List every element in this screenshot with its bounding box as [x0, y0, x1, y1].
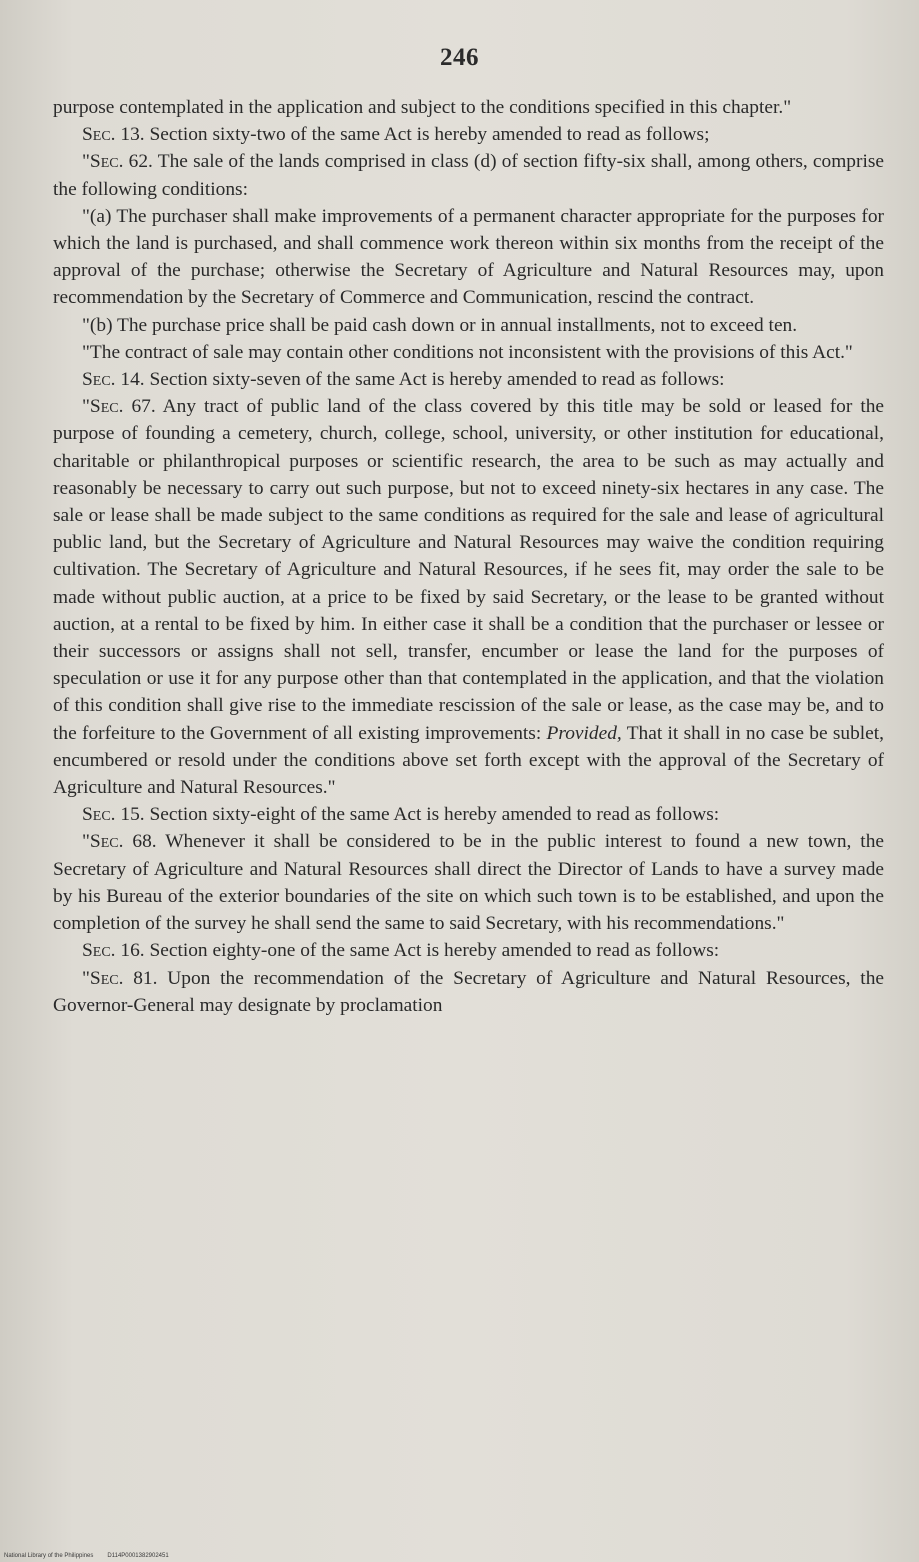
- section-label: Sec. 68.: [89, 831, 157, 853]
- library-credit: National Library of the Philippines: [4, 1553, 94, 1559]
- section-68-paragraph: [53, 828, 884, 937]
- page-number: 246: [440, 44, 479, 71]
- open-quote: ": [82, 396, 90, 418]
- paragraph-text-continued: That it shall in no case be sublet, encumbered or resold under the conditions above set forth except with the approval of the Secretary of Agriculture and Natural Resources.": [53, 722, 885, 799]
- open-quote: ": [82, 151, 90, 173]
- section-81-paragraph: [53, 965, 884, 1019]
- condition-b-paragraph: [53, 312, 884, 339]
- paragraph-text: "(a) The purchaser shall make improvements of a permanent character appropriate for the purposes for which the land is purchased, and shall commence work thereon within six months from the receipt of the approval of the purchase; otherwise the Secretary of Agriculture and Natural Resources may, upon recommendation by the Secretary of Commerce and Communication, rescind the contract.: [53, 205, 884, 309]
- paragraph-text: "(b) The purchase price shall be paid cash down or in annual installments, not to exceed ten.: [82, 314, 798, 336]
- section-14-paragraph: [53, 366, 884, 393]
- section-label: Sec. 14.: [82, 369, 145, 391]
- section-label: Sec. 81.: [89, 967, 158, 989]
- scan-id: D114P0001382902451: [107, 1553, 169, 1559]
- contract-paragraph: [53, 339, 884, 366]
- paragraph-text: Any tract of public land of the class covered by this title may be sold or leased for the purpose of founding a cemetery, church, college, school, university, or other institution for educational, charitable or philanthropical purposes or scientific research, the area to be such as may actually and reasonably be necessary to carry out such purpose, but not to exceed ninety-six hectares in any case. The sale or lease shall be made subject to the same conditions as required for the sale and lease of agricultural public land, but the Secretary of Agriculture and Natural Resources may waive the condition requiring cultivation. The Secretary of Agriculture and Natural Resources, if he sees fit, may order the sale to be made without public auction, at a price to be fixed by said Secretary, or the lease to be granted without auction, at a rental to be fixed by him. In either case it shall be a condition that the purchaser or lessee or their successors or assigns shall not sell, transfer, encumber or lease the land for the purposes of speculation or use it for any purpose other than that contemplated in the application, and that the violation of this condition shall give rise to the immediate rescission of the sale or lease, as the case may be, and to the forfeiture to the Government of all existing improvements:: [53, 396, 885, 744]
- paragraph-text: Section eighty-one of the same Act is hereby amended to read as follows:: [144, 940, 720, 962]
- paragraph-text: Upon the recommendation of the Secretary of Agriculture and Natural Resources, the Governor-General may designate by proclamation: [53, 967, 884, 1016]
- provided-italic: Provided,: [546, 722, 622, 744]
- paragraph-continuation: [53, 94, 884, 121]
- document-body: [53, 94, 884, 1019]
- paragraph-text: "The contract of sale may contain other conditions not inconsistent with the provisions of this Act.": [82, 341, 853, 363]
- condition-a-paragraph: [53, 203, 884, 312]
- paragraph-text: Whenever it shall be considered to be in the public interest to found a new town, the Secretary of Agriculture and Natural Resources shall direct the Director of Lands to have a survey made by his Bureau of the exterior boundaries of the site on which such town is to be established, and upon the completion of the survey he shall send the same to said Secretary, with his recommendations.": [53, 831, 884, 935]
- section-13-paragraph: [53, 121, 884, 148]
- paragraph-text: Section sixty-two of the same Act is hereby amended to read as follows;: [144, 124, 710, 146]
- section-label: Sec. 67.: [89, 396, 156, 418]
- scan-footer: [4, 1553, 169, 1559]
- section-label: Sec. 62.: [89, 151, 153, 173]
- section-15-paragraph: [53, 801, 884, 828]
- section-62-paragraph: [53, 148, 884, 202]
- section-label: Sec. 15.: [82, 804, 145, 826]
- section-label: Sec. 13.: [82, 124, 145, 146]
- paragraph-text: Section sixty-seven of the same Act is hereby amended to read as follows:: [144, 369, 725, 391]
- section-label: Sec. 16.: [82, 940, 145, 962]
- paragraph-text: Section sixty-eight of the same Act is hereby amended to read as follows:: [144, 804, 720, 826]
- open-quote: ": [82, 831, 90, 853]
- paragraph-text: The sale of the lands comprised in class (d) of section fifty-six shall, among others, comprise the following conditions:: [53, 151, 885, 200]
- paragraph-text: purpose contemplated in the application and subject to the conditions specified in this chapter.": [53, 97, 792, 118]
- section-16-paragraph: [53, 937, 884, 964]
- open-quote: ": [82, 967, 90, 989]
- section-67-paragraph: [53, 393, 884, 801]
